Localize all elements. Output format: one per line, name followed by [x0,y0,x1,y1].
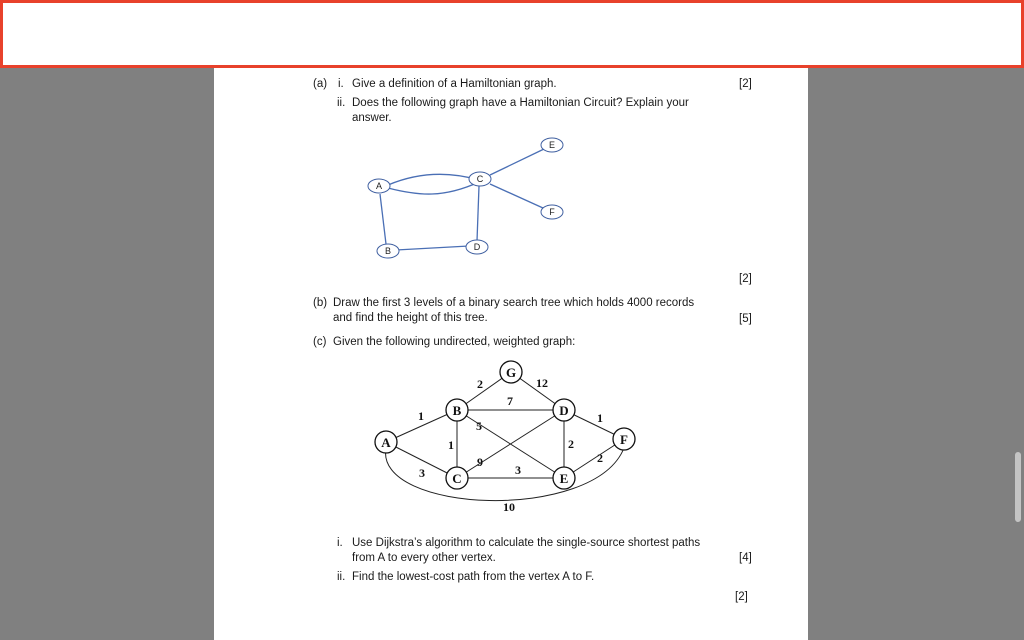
question-c-i-text-line2: from A to every other vertex. [352,552,496,564]
node-e-label: E [559,471,569,486]
node-f-label: F [620,432,628,447]
weight-g-d: 12 [536,376,548,390]
question-c-ii-text: Find the lowest-cost path from the vertex A to F. [352,571,595,583]
weight-a-c: 3 [419,466,425,480]
question-b-text-line2: and find the height of this tree. [333,312,488,324]
node-d-label: D [559,403,569,418]
question-c-text: Given the following undirected, weighted graph: [333,336,576,348]
node-d-label: D [473,242,481,252]
question-c-i-text-line1: Use Dijkstra’s algorithm to calculate the single-source shortest paths [352,537,701,549]
question-b-marks: [5] [739,313,752,325]
question-a-i-marks: [2] [739,78,752,90]
weight-b-g: 2 [477,377,483,391]
weight-c-e: 3 [515,463,521,477]
node-b-label: B [452,403,462,418]
weight-c-d: 9 [477,455,483,469]
node-b-label: B [384,246,392,256]
question-a-label: (a) [313,78,328,90]
question-b-text-line1: Draw the first 3 levels of a binary search tree which holds 4000 records [333,297,695,309]
top-toolbar [0,0,1024,68]
weighted-graph [214,68,808,640]
node-f-label: F [549,207,555,217]
question-a-ii-text-line1: Does the following graph have a Hamiltonian Circuit? Explain your [352,97,689,109]
vertical-scrollbar[interactable] [1015,452,1021,522]
question-b-label: (b) [313,297,328,309]
question-c-ii-marks: [2] [735,591,748,603]
question-a-i-number: i. [338,78,344,90]
question-a-ii-text-line2: answer. [352,112,392,124]
question-c-i-number: i. [337,537,343,549]
node-g-label: G [505,365,517,380]
node-a-label: A [375,181,383,191]
document-page [214,68,808,640]
node-a-label: A [381,435,391,450]
node-e-label: E [548,140,556,150]
question-a-ii-marks: [2] [739,273,752,285]
weight-d-e: 2 [568,437,574,451]
weight-d-f: 1 [597,411,603,425]
node-c-label: C [452,471,462,486]
weight-b-c: 1 [448,438,454,452]
weight-b-d: 7 [507,394,513,408]
weight-b-e: 5 [476,419,482,433]
question-a-ii-number: ii. [337,97,346,109]
node-c-label: C [476,174,484,184]
weight-a-e: 10 [503,500,515,514]
weight-a-b: 1 [418,409,424,423]
question-c-label: (c) [313,336,327,348]
weight-e-f: 2 [597,451,603,465]
question-a-i-text: Give a definition of a Hamiltonian graph. [352,78,557,90]
question-c-ii-number: ii. [337,571,346,583]
question-c-i-marks: [4] [739,552,752,564]
